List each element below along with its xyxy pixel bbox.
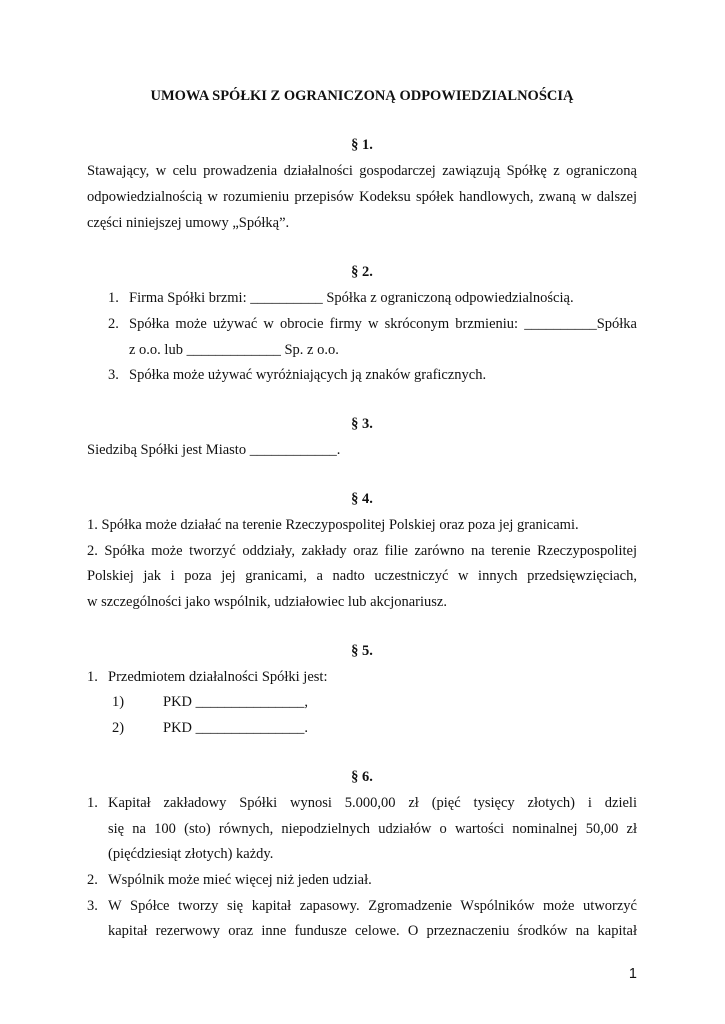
sublist-item: PKD _______________. (163, 720, 309, 736)
section-4-line: Polskiej jak i poza jej granicami, a nadto uczestniczyć w innych przedsięwzięciach, (87, 568, 637, 584)
section-6-heading: § 6. (351, 769, 373, 785)
section-2-heading: § 2. (351, 264, 373, 280)
list-item: Spółka może używać wyróżniających ją znaków graficznych. (129, 367, 487, 383)
section-1-line: odpowiedzialnością w rozumieniu przepisów Kodeksu spółek handlowych, zwaną w dalszej (87, 189, 637, 205)
section-1-line: części niniejszej umowy „Spółką”. (87, 215, 290, 231)
section-1-heading: § 1. (351, 137, 373, 153)
section-4-heading: § 4. (351, 491, 373, 507)
sublist-number: 1) (112, 694, 125, 710)
list-number: 3. (108, 367, 119, 383)
section-3-heading: § 3. (351, 416, 373, 432)
list-item: (pięćdziesiąt złotych) każdy. (108, 846, 274, 862)
page-number: 1 (628, 966, 637, 982)
list-number: 3. (87, 898, 98, 914)
sublist-item: PKD _______________, (163, 694, 309, 710)
list-item: Przedmiotem działalności Spółki jest: (108, 669, 328, 685)
list-number: 2. (87, 872, 98, 888)
list-item: kapitał rezerwowy oraz inne fundusze celowe. O przeznaczeniu środków na kapitał (108, 923, 637, 939)
list-item: Spółka może używać w obrocie firmy w skróconym brzmieniu: __________Spółka (129, 316, 637, 332)
list-item: Wspólnik może mieć więcej niż jeden udział. (108, 872, 372, 888)
list-item: z o.o. lub _____________ Sp. z o.o. (129, 342, 339, 358)
list-item: W Spółce tworzy się kapitał zapasowy. Zgromadzenie Wspólników może utworzyć (108, 898, 637, 914)
list-number: 1. (108, 290, 119, 306)
section-4-line: w szczególności jako wspólnik, udziałowiec lub akcjonariusz. (87, 594, 447, 610)
list-number: 2. (108, 316, 119, 332)
section-5-heading: § 5. (351, 643, 373, 659)
list-item: Firma Spółki brzmi: __________ Spółka z ograniczoną odpowiedzialnością. (129, 290, 574, 306)
list-number: 1. (87, 795, 98, 811)
sublist-number: 2) (112, 720, 125, 736)
section-1-line: Stawający, w celu prowadzenia działalności gospodarczej zawiązują Spółkę z ograniczoną (87, 163, 637, 179)
list-item: Kapitał zakładowy Spółki wynosi 5.000,00 zł (pięć tysięcy złotych) i dzieli (108, 795, 637, 811)
section-4-line: 1. Spółka może działać na terenie Rzeczypospolitej Polskiej oraz poza jej granicami. (87, 517, 579, 533)
section-4-line: 2. Spółka może tworzyć oddziały, zakłady oraz filie zarówno na terenie Rzeczypospolitej (87, 543, 637, 559)
list-item: się na 100 (sto) równych, niepodzielnych udziałów o wartości nominalnej 50,00 zł (108, 821, 637, 837)
document-title: UMOWA SPÓŁKI Z OGRANICZONĄ ODPOWIEDZIALNOŚCIĄ (150, 88, 574, 104)
list-number: 1. (87, 669, 98, 685)
section-3-line: Siedzibą Spółki jest Miasto ____________. (87, 442, 341, 458)
